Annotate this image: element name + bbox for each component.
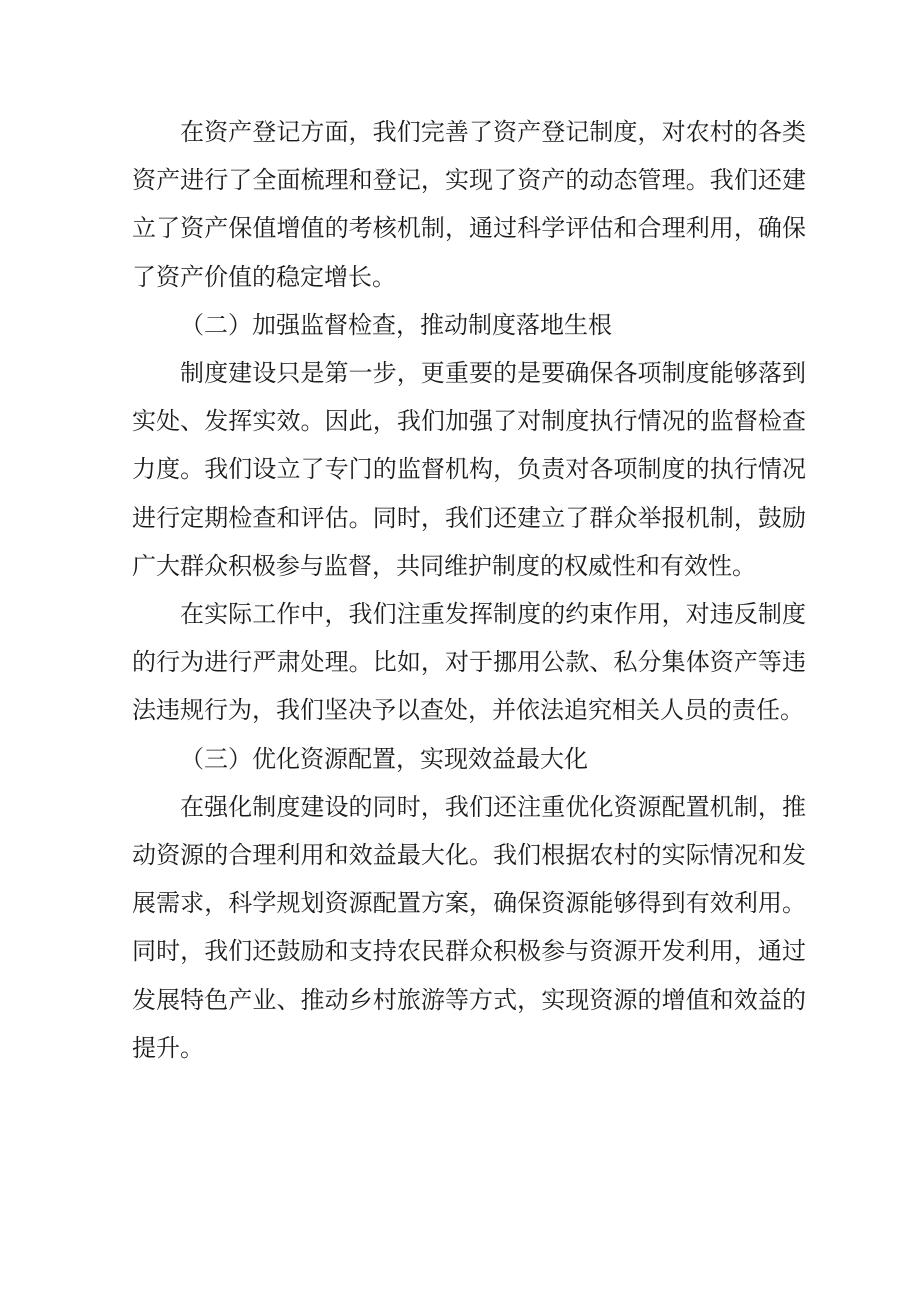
- paragraph-asset-registration: 在资产登记方面，我们完善了资产登记制度，对农村的各类资产进行了全面梳理和登记，实现了资产的动态管理。我们还建立了资产保值增值的考核机制，通过科学评估和合理利用，确保了资产价值的稳定增长。: [132, 118, 806, 291]
- section-heading-resource-allocation: （三）优化资源配置，实现效益最大化: [180, 744, 588, 773]
- paragraph-resource-allocation: 在强化制度建设的同时，我们还注重优化资源配置机制，推动资源的合理利用和效益最大化。我们根据农村的实际情况和发展需求，科学规划资源配置方案，确保资源能够得到有效利用。同时，我们还鼓励和支持农民群众积极参与资源开发利用，通过发展特色产业、推动乡村旅游等方式，实现资源的增值和效益的提升。: [132, 792, 806, 1062]
- paragraph-supervision: 制度建设只是第一步，更重要的是要确保各项制度能够落到实处、发挥实效。因此，我们加强了对制度执行情况的监督检查力度。我们设立了专门的监督机构，负责对各项制度的执行情况进行定期检查和评估。同时，我们还建立了群众举报机制，鼓励广大群众积极参与监督，共同维护制度的权威性和有效性。: [132, 359, 806, 580]
- section-heading-supervision: （二）加强监督检查，推动制度落地生根: [180, 310, 612, 339]
- paragraph-enforcement: 在实际工作中，我们注重发挥制度的约束作用，对违反制度的行为进行严肃处理。比如，对于挪用公款、私分集体资产等违法违规行为，我们坚决予以查处，并依法追究相关人员的责任。: [132, 600, 806, 725]
- document-body: [132, 108, 806, 1072]
